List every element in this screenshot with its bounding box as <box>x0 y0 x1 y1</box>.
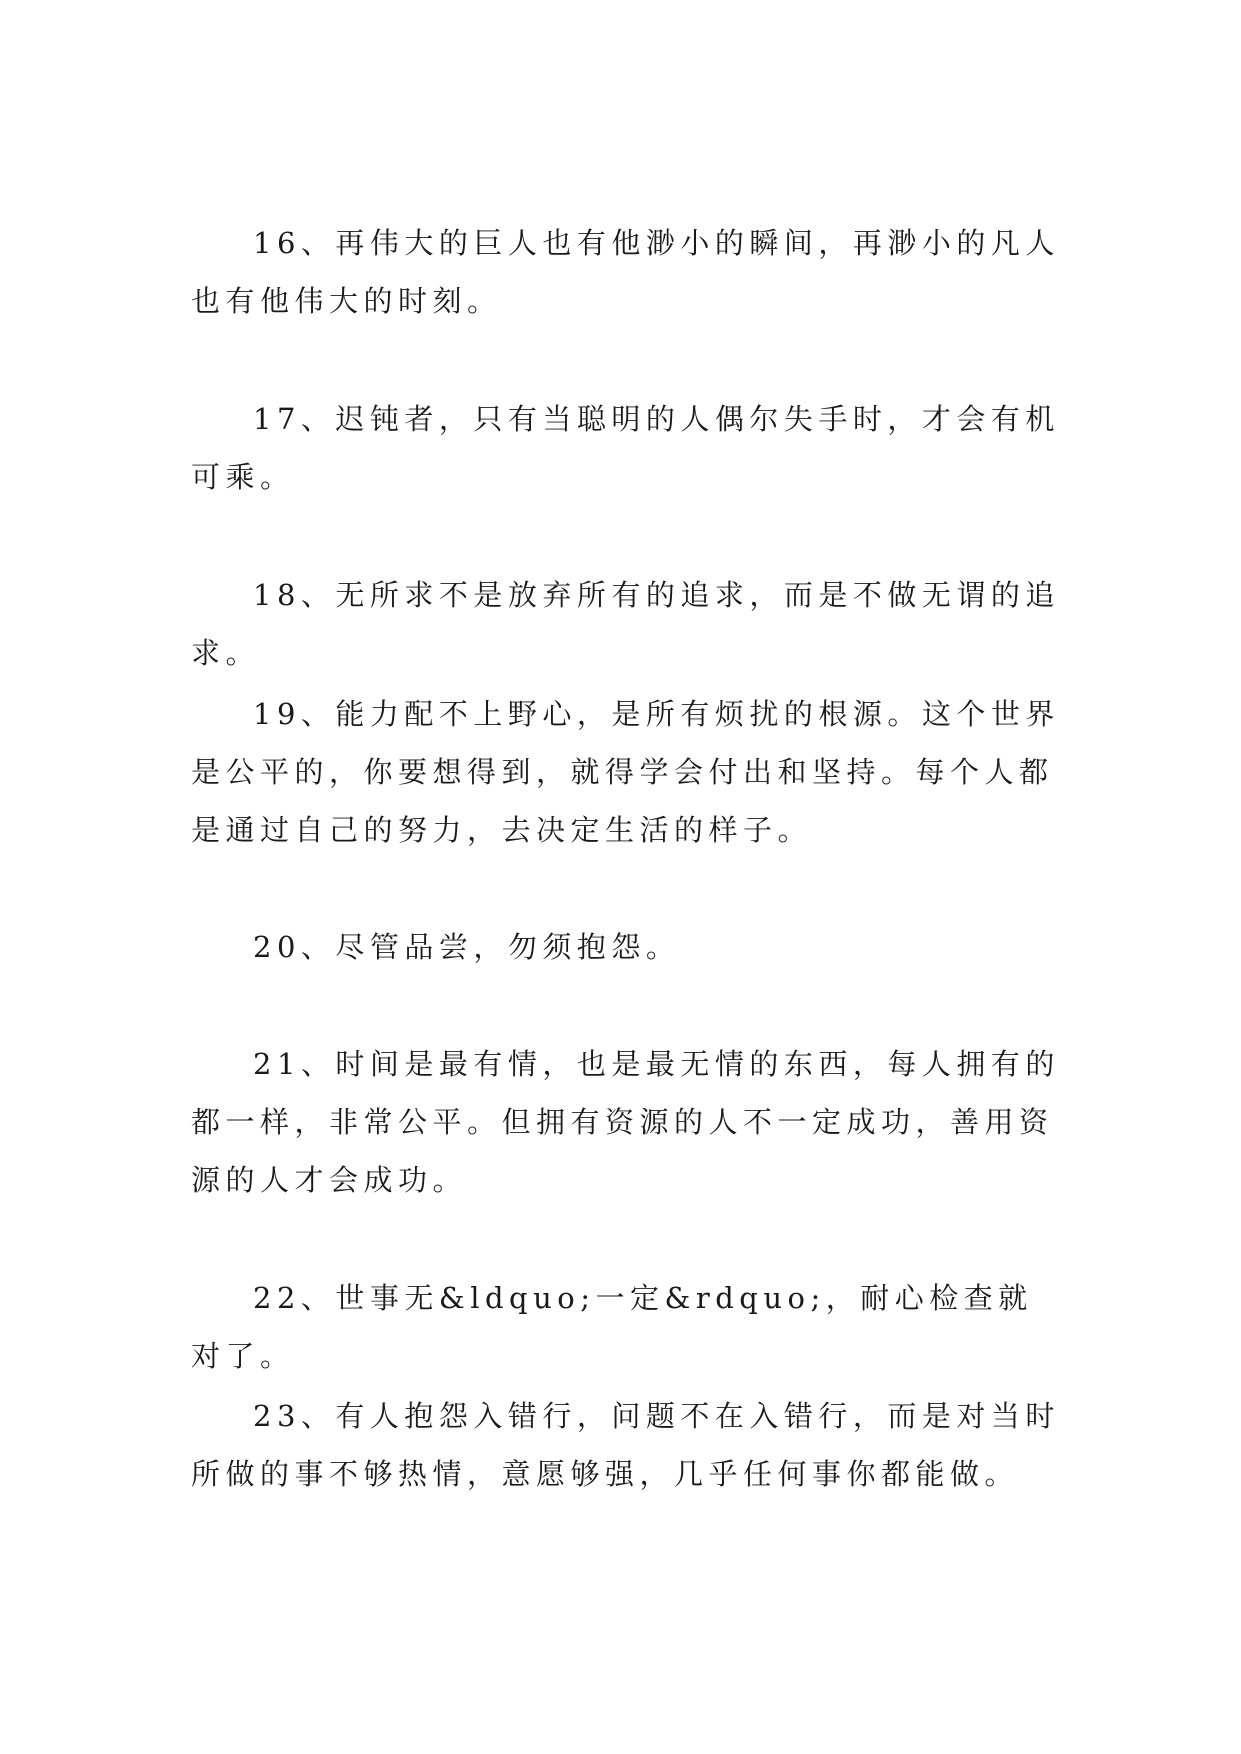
quote-paragraph-22: 22、世事无&ldquo;一定&rdquo;，耐心检查就对了。 <box>191 1281 1033 1373</box>
quote-paragraph-19: 19、能力配不上野心，是所有烦扰的根源。这个世界是公平的，你要想得到，就得学会付出和坚持。每个人都是通过自己的努力，去决定生活的样子。 <box>191 697 1060 847</box>
quote-paragraph-16: 16、再伟大的巨人也有他渺小的瞬间，再渺小的凡人也有他伟大的时刻。 <box>191 226 1060 318</box>
quote-paragraph-18: 18、无所求不是放弃所有的追求，而是不做无谓的追求。 <box>191 578 1060 670</box>
quote-paragraph-21: 21、时间是最有情，也是最无情的东西，每人拥有的都一样，非常公平。但拥有资源的人不一定成功，善用资源的人才会成功。 <box>191 1047 1060 1197</box>
quote-paragraph-20: 20、尽管品尝，勿须抱怨。 <box>253 930 681 964</box>
quote-paragraph-17: 17、迟钝者，只有当聪明的人偶尔失手时，才会有机可乘。 <box>191 402 1060 494</box>
quote-paragraph-23: 23、有人抱怨入错行，问题不在入错行，而是对当时所做的事不够热情，意愿够强，几乎任何事你都能做。 <box>191 1399 1060 1491</box>
